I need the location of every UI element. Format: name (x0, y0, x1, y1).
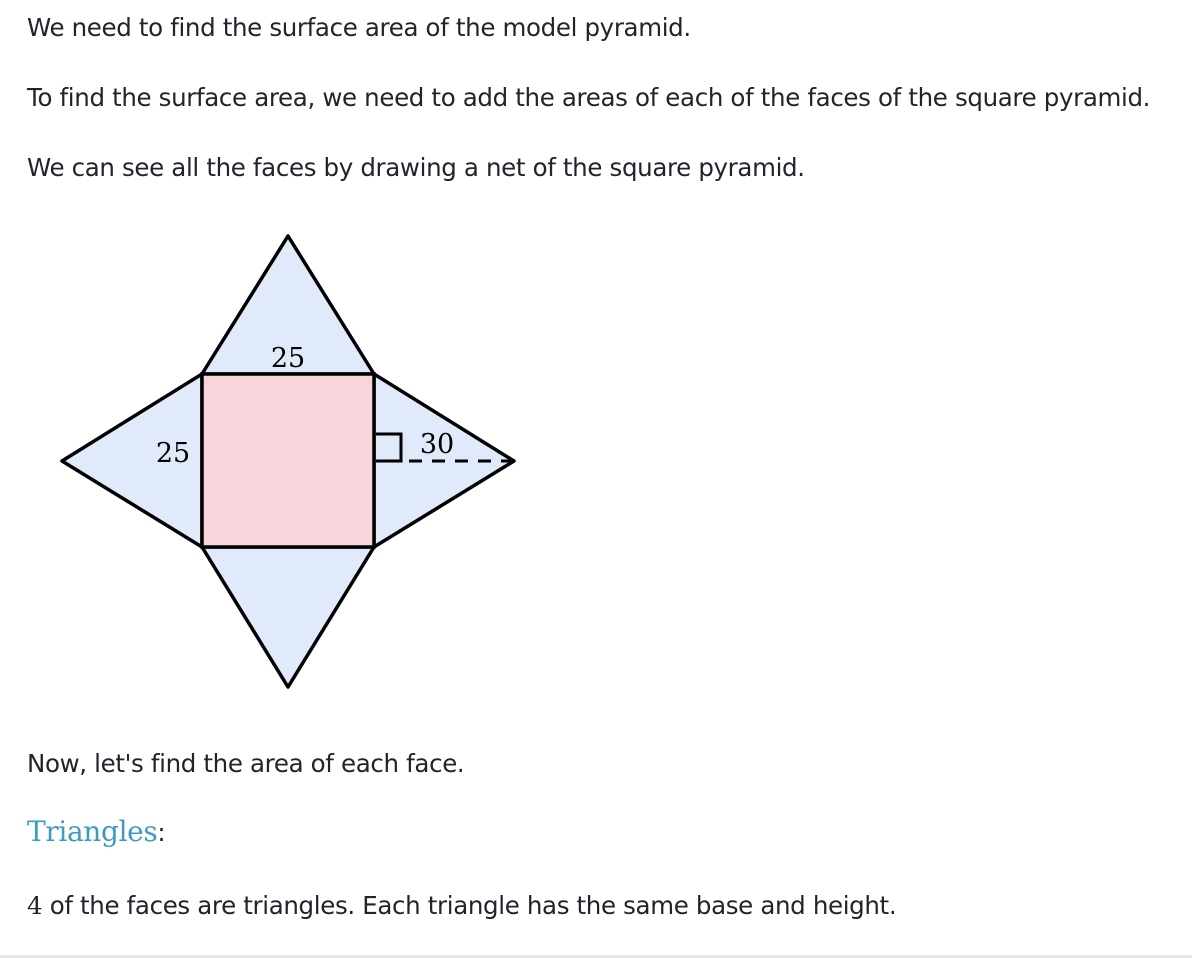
net-intro-text: We can see all the faces by drawing a net of the square pyramid. (27, 153, 805, 182)
triangles-statement (27, 890, 896, 922)
square-base-face (202, 374, 374, 547)
left-side-label: 25 (155, 438, 191, 469)
triangles-heading-colon: : (157, 818, 166, 847)
triangle-count: 4 (27, 891, 43, 920)
top-side-label: 25 (270, 343, 306, 374)
triangles-heading (27, 816, 165, 849)
each-face-text: Now, let's find the area of each face. (27, 749, 465, 778)
triangles-heading-label: Triangles (27, 815, 158, 848)
method-text: To find the surface area, we need to add the areas of each of the faces of the square pyramid. (27, 83, 1151, 112)
pyramid-net-diagram (0, 0, 560, 720)
triangles-statement-text: of the faces are triangles. Each triangle has the same base and height. (42, 891, 897, 920)
height-label: 30 (419, 429, 455, 460)
bottom-triangle-face (202, 547, 374, 687)
intro-text: We need to find the surface area of the model pyramid. (27, 13, 691, 42)
